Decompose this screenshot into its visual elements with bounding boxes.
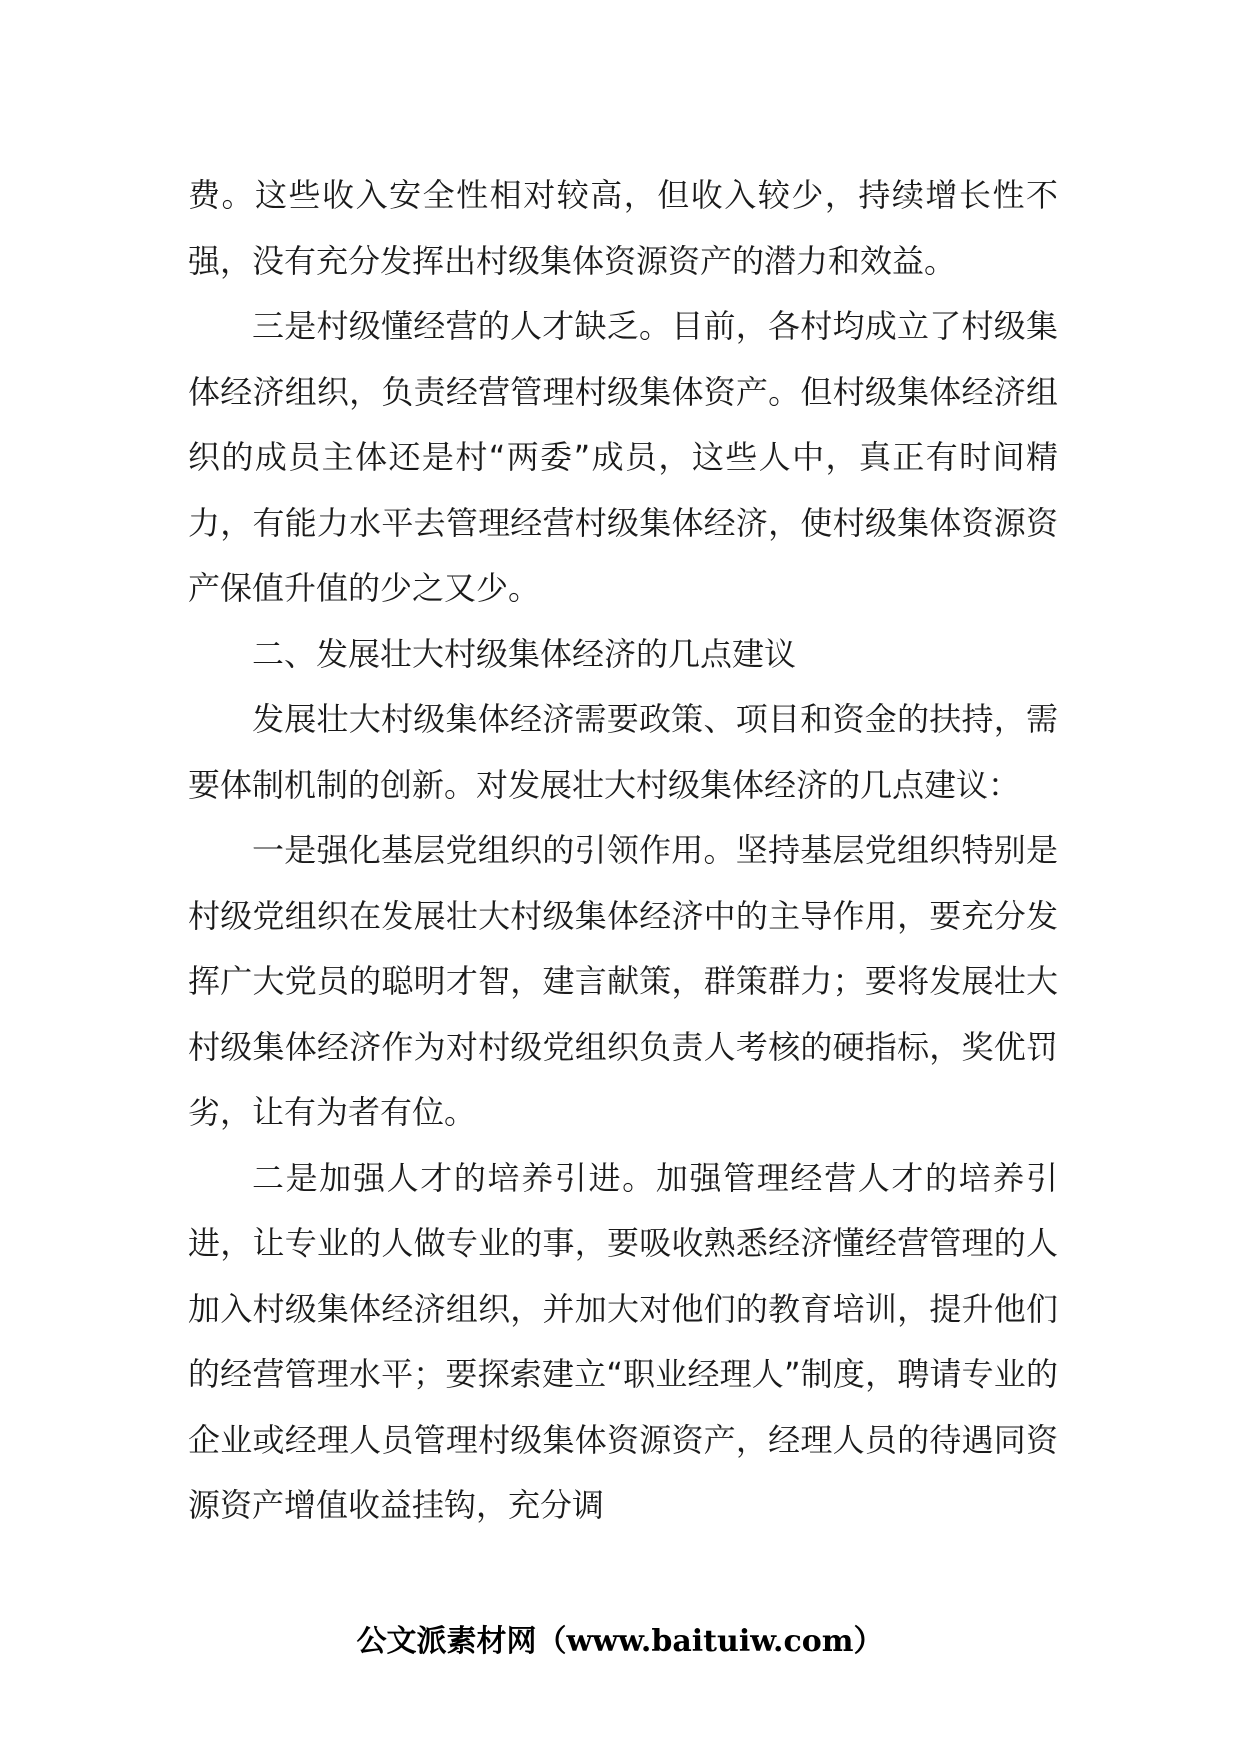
section-heading-suggestions: 二、发展壮大村级集体经济的几点建议	[252, 634, 797, 673]
footer-watermark: 公文派素材网（www.baituiw.com）	[356, 1624, 884, 1659]
paragraph-talent-cultivation: 二是加强人才的培养引进。加强管理经营人才的培养引进，让专业的人做专业的事，要吸收熟悉经济懂经营管理的人加入村级集体经济组织，并加大对他们的教育培训，提升他们的经营管理水平；要探索建立“职业经理人”制度，聘请专业的企业或经理人员管理村级集体资源资产，经理人员的待遇同资源资产增值收益挂钩，充分调	[188, 1158, 1058, 1524]
paragraph-talent-shortage: 三是村级懂经营的人才缺乏。目前，各村均成立了村级集体经济组织，负责经营管理村级集体资产。但村级集体经济组织的成员主体还是村“两委”成员，这些人中，真正有时间精力，有能力水平去管理经营村级集体经济，使村级集体资源资产保值升值的少之又少。	[188, 307, 1058, 607]
paragraph-suggestions-intro: 发展壮大村级集体经济需要政策、项目和资金的扶持，需要体制机制的创新。对发展壮大村级集体经济的几点建议：	[188, 700, 1058, 804]
paragraph-party-leadership: 一是强化基层党组织的引领作用。坚持基层党组织特别是村级党组织在发展壮大村级集体经济中的主导作用，要充分发挥广大党员的聪明才智，建言献策，群策群力；要将发展壮大村级集体经济作为对村级党组织负责人考核的硬指标，奖优罚劣，让有为者有位。	[188, 831, 1058, 1131]
paragraph-continuation: 费。这些收入安全性相对较高，但收入较少，持续增长性不强，没有充分发挥出村级集体资源资产的潜力和效益。	[188, 176, 1058, 280]
document-body	[188, 163, 1058, 1539]
